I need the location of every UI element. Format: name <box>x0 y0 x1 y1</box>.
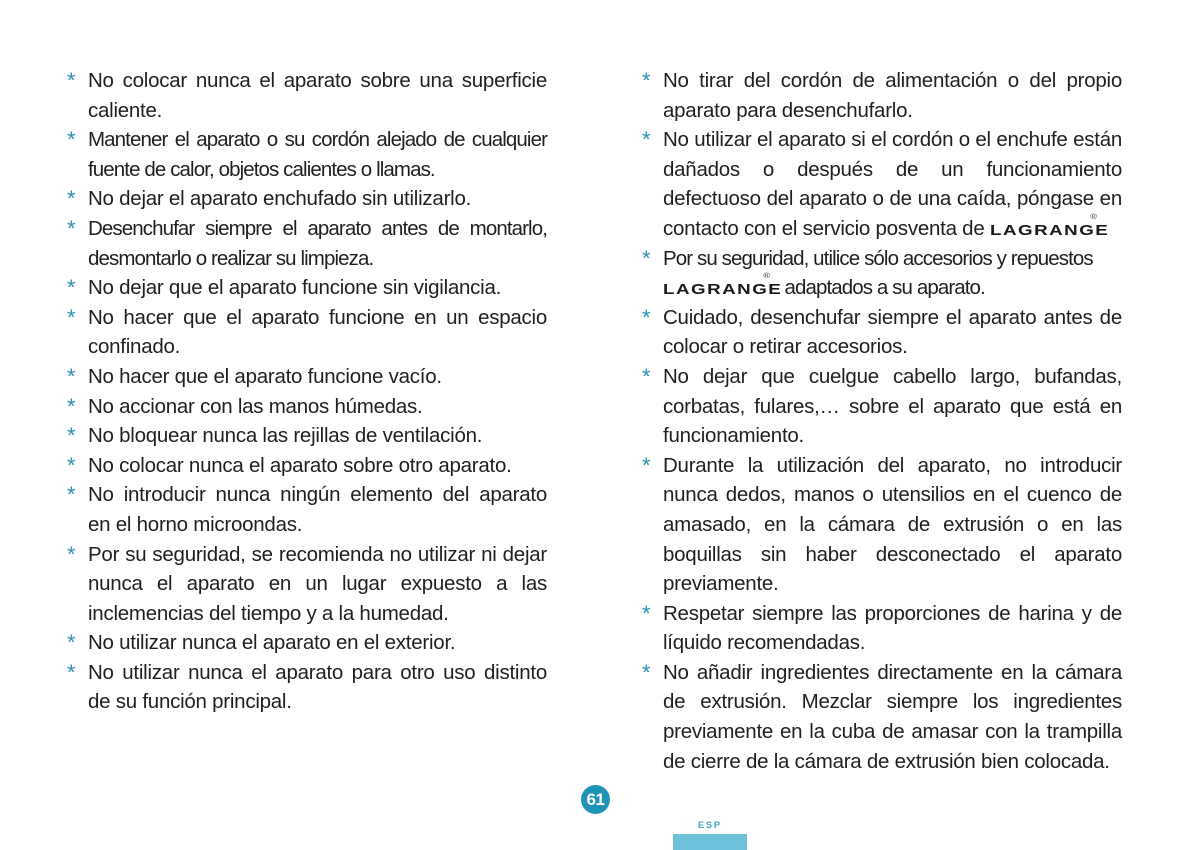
asterisk-bullet-icon: * <box>642 127 651 153</box>
list-item: * No utilizar nunca el aparato en el exterior. <box>67 628 547 658</box>
list-item: * No colocar nunca el aparato sobre otro aparato. <box>67 451 547 481</box>
brand-logo: LAGRANGE ® <box>989 213 1110 239</box>
asterisk-bullet-icon: * <box>67 215 75 241</box>
list-item: * No bloquear nunca las rejillas de ventilación. <box>67 421 547 451</box>
list-item: * No dejar que el aparato funcione sin vigilancia. <box>67 273 547 303</box>
language-label: ESP <box>697 820 722 830</box>
list-item: * No accionar con las manos húmedas. <box>67 392 547 422</box>
list-item: * No dejar el aparato enchufado sin utilizarlo. <box>67 184 547 214</box>
page-number-badge: 61 <box>581 785 610 814</box>
asterisk-bullet-icon: * <box>642 363 651 389</box>
list-item: * No introducir nunca ningún elemento del aparato en el horno microondas. <box>67 482 547 536</box>
asterisk-bullet-icon: * <box>642 659 651 685</box>
asterisk-bullet-icon: * <box>67 275 76 301</box>
asterisk-bullet-icon: * <box>67 363 76 389</box>
right-column <box>642 66 1122 776</box>
list-item: * Mantener el aparato o su cordón alejado de cualquier fuente de calor, objetos calientes o llamas. <box>67 127 547 181</box>
list-item: * No tirar del cordón de alimentación o del propio aparato para desenchufarlo. <box>642 68 1122 122</box>
asterisk-bullet-icon: * <box>642 304 651 330</box>
brand-logo: LAGRANGE ® <box>663 273 783 299</box>
list-item: * No hacer que el aparato funcione en un espacio confinado. <box>67 304 547 359</box>
list-item: * Durante la utilización del aparato, no introducir nunca dedos, manos o utensilios en el cuenco de amasado, en la cámara de extrusión o en las boquillas sin haber desconectado el aparato previamente. <box>642 452 1122 596</box>
list-item: * No añadir ingredientes directamente en la cámara de extrusión. Mezclar siempre los ingredientes previamente en la cuba de amasar con la trampilla de cierre de la cámara de extrusión bien colocada. <box>642 659 1122 773</box>
left-column <box>67 66 547 717</box>
registered-mark: ® <box>1090 213 1097 221</box>
list-item: * No colocar nunca el aparato sobre una superficie caliente. <box>67 68 547 122</box>
list-item: * Por su seguridad, utilice sólo accesorios y repuestos LAGRANGE ® adaptados a su aparato. <box>642 245 1093 300</box>
list-item: * No utilizar el aparato si el cordón o el enchufe están dañados o después de un funcionamiento defectuoso del aparato o de una caída, póngase en contacto con el servicio posventa de LAGRANGE ® <box>642 127 1122 240</box>
asterisk-bullet-icon: * <box>67 127 75 153</box>
asterisk-bullet-icon: * <box>67 393 76 419</box>
list-item: * Por su seguridad, se recomienda no utilizar ni dejar nunca el aparato en un lugar expuesto a las inclemencias del tiempo y a la humedad. <box>67 541 547 625</box>
asterisk-bullet-icon: * <box>642 600 651 626</box>
language-tab-bar <box>673 834 747 850</box>
asterisk-bullet-icon: * <box>67 630 76 656</box>
asterisk-bullet-icon: * <box>67 482 76 508</box>
list-item: * Desenchufar siempre el aparato antes de montarlo, desmontarlo o realizar su limpieza. <box>67 215 547 270</box>
asterisk-bullet-icon: * <box>67 186 76 212</box>
asterisk-bullet-icon: * <box>67 68 76 93</box>
list-item: * No hacer que el aparato funcione vacío. <box>67 362 547 392</box>
asterisk-bullet-icon: * <box>67 304 76 330</box>
asterisk-bullet-icon: * <box>642 68 651 93</box>
registered-mark: ® <box>763 273 770 281</box>
list-item: * No dejar que cuelgue cabello largo, bufandas, corbatas, fulares,… sobre el aparato que está en funcionamiento. <box>642 363 1122 448</box>
list-item: * No utilizar nunca el aparato para otro uso distinto de su función principal. <box>67 659 547 714</box>
asterisk-bullet-icon: * <box>642 452 651 478</box>
asterisk-bullet-icon: * <box>67 423 76 449</box>
list-item: * Cuidado, desenchufar siempre el aparato antes de colocar o retirar accesorios. <box>642 304 1122 359</box>
list-item: * Respetar siempre las proporciones de harina y de líquido recomendadas. <box>642 600 1122 655</box>
asterisk-bullet-icon: * <box>642 245 650 271</box>
asterisk-bullet-icon: * <box>67 659 76 685</box>
asterisk-bullet-icon: * <box>67 541 76 567</box>
asterisk-bullet-icon: * <box>67 452 76 478</box>
